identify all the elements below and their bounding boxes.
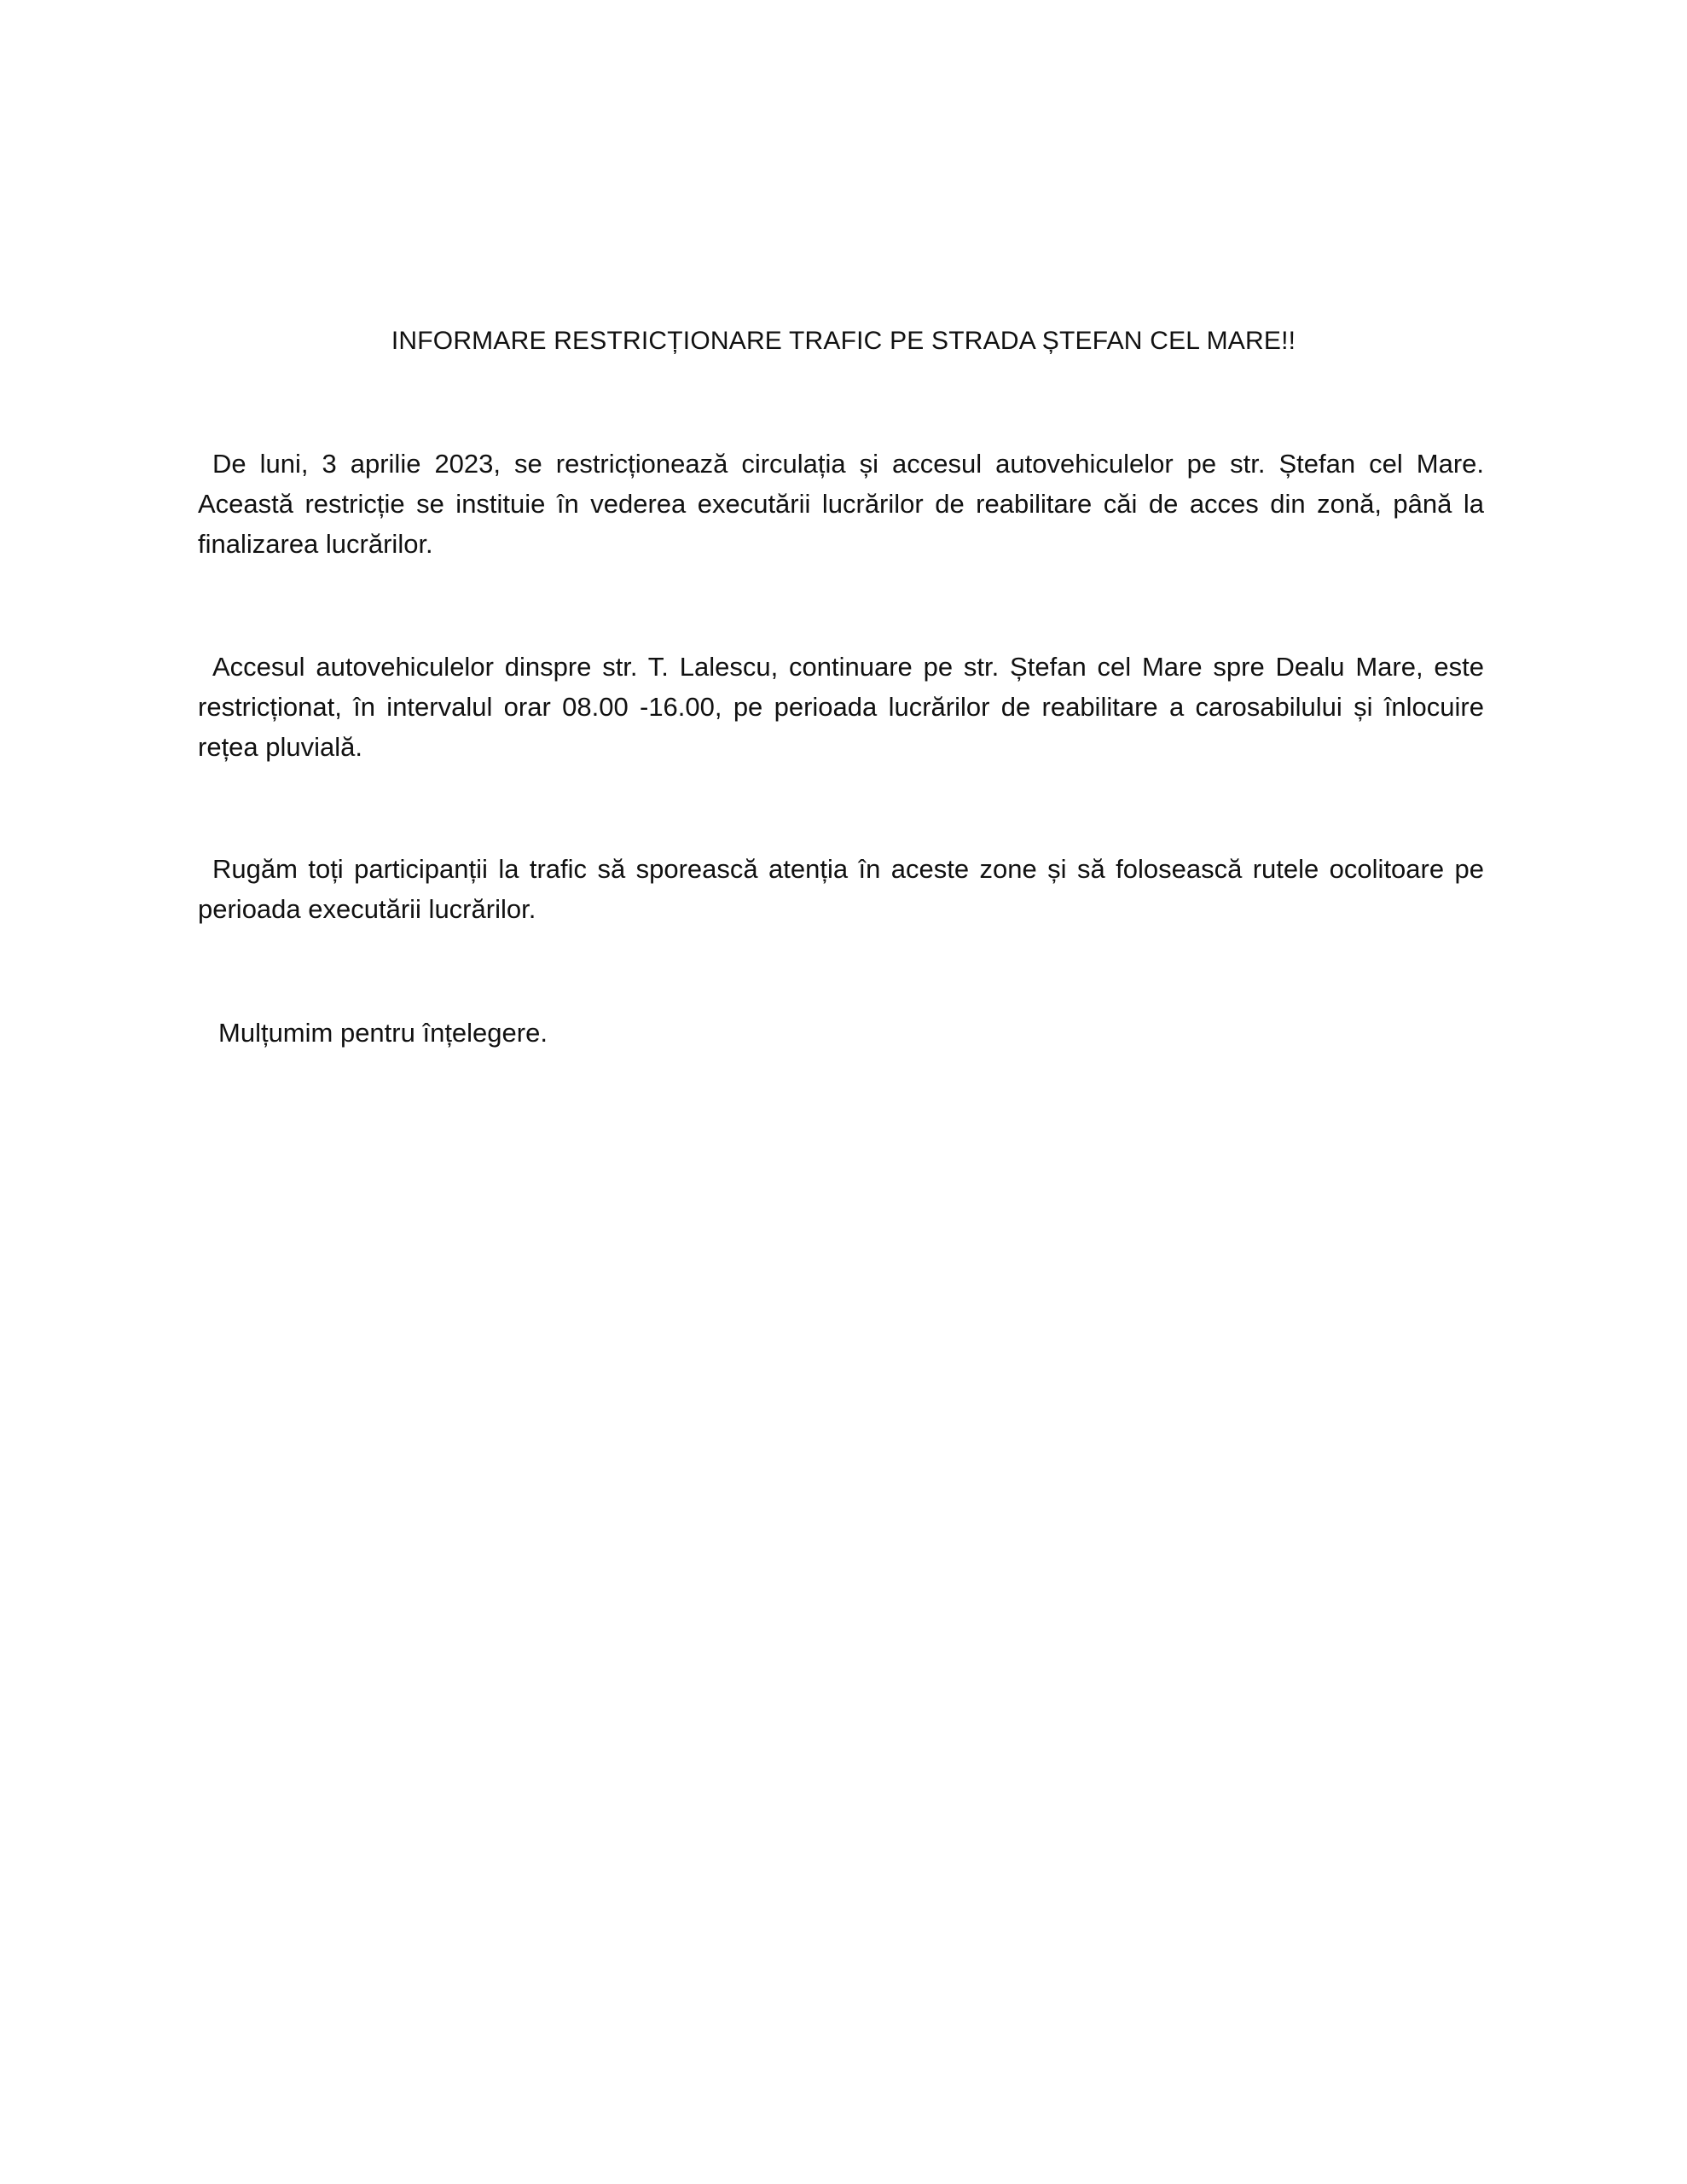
document-title: INFORMARE RESTRICȚIONARE TRAFIC PE STRADA ȘTEFAN CEL MARE!! [391, 327, 1296, 355]
closing-thanks: Mulțumim pentru înțelegere. [218, 1018, 548, 1048]
paragraph-access-hours: Accesul autovehiculelor dinspre str. T. Lalescu, continuare pe str. Ștefan cel Mare spre Dealu Mare, este restricționat, în intervalul orar 08.00 -16.00, pe perioada lucrărilor de reabilitare a carosabilului și înlocuire rețea pluvială. [198, 652, 1484, 762]
paragraph-restriction-start: De luni, 3 aprilie 2023, se restricționează circulația și accesul autovehiculelor pe str. Ștefan cel Mare. Această restricție se instituie în vederea executării lucrărilor de reabilitare căi de acces din zonă, până la finalizarea lucrărilor. [198, 449, 1484, 559]
paragraph-detour-request: Rugăm toți participanții la trafic să sporească atenția în aceste zone și să folosească rutele ocolitoare pe perioada executării lucrărilor. [198, 854, 1484, 924]
